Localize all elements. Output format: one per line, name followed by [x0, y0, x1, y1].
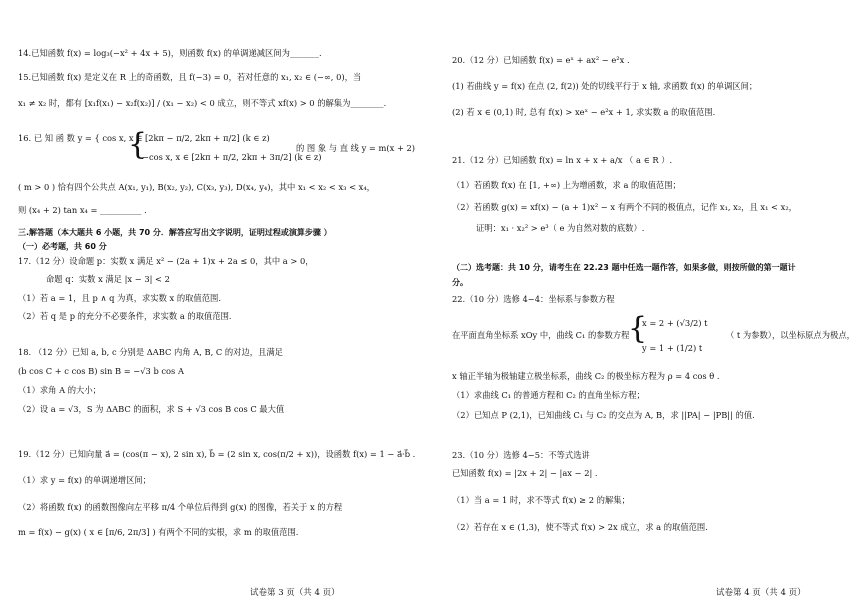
problem-17-line-1: 17.（12 分）设命题 p：实数 x 满足 x² − (2a + 1)x + 2a ≤ 0，其中 a > 0，: [18, 256, 314, 266]
problem-22-param-y: y = 1 + (1/2) t: [642, 343, 703, 353]
problem-22-title: 22.（10 分）选修 4−4：坐标系与参数方程: [452, 294, 615, 304]
problem-23-part-1: （1）当 a = 1 时，求不等式 f(x) ≥ 2 的解集；: [452, 495, 630, 505]
problem-19-part-2: （2）将函数 f(x) 的函数图像向左平移 π/4 个单位后得到 g(x) 的图像，若关于 x 的方程: [18, 502, 343, 512]
problem-22-line-2: x 轴正半轴为极轴建立极坐标系，曲线 C₂ 的极坐标方程为 ρ = 4 cos θ .: [452, 371, 720, 381]
section-required-heading: （一）必考题，共 60 分: [18, 242, 107, 251]
problem-16-line-2: −cos x, x ∈ [2kπ + π/2, 2kπ + 3π/2] (k ∈ z): [142, 152, 322, 162]
problem-17-part-1: （1）若 a = 1，且 p ∧ q 为真，求实数 x 的取值范围.: [18, 293, 221, 303]
problem-21-line-1: 21.（12 分）已知函数 f(x) = ln x + x + a/x （ a ∈ R ）.: [452, 155, 673, 165]
problem-19-part-2-cont: m = f(x) − g(x) ( x ∈ [π/6, 2π/3] ) 有两个不同的实根，求 m 的取值范围.: [18, 527, 299, 537]
problem-21-part-2: （2）若函数 g(x) = xf(x) − (a + 1)x² − x 有两个不同的极值点，记作 x₁, x₂，且 x₁ < x₂，: [452, 202, 797, 212]
problem-22-part-1: （1）求曲线 C₁ 的普通方程和 C₂ 的直角坐标方程；: [452, 390, 645, 400]
problem-22-line-1: 在平面直角坐标系 xOy 中，曲线 C₁ 的参数方程: [452, 330, 630, 340]
piecewise-brace: {: [128, 127, 148, 162]
right-page-footer: 试卷第 4 页（共 4 页）: [716, 588, 806, 598]
problem-18-line-2: (b cos C + c cos B) sin B = −√3 b cos A: [18, 366, 184, 376]
problem-23-title: 23.（10 分）选修 4−5：不等式选讲: [452, 450, 590, 460]
problem-18-line-1: 18. （12 分）已知 a, b, c 分别是 ΔABC 内角 A, B, C 的对边，且满足: [18, 347, 283, 357]
problem-17-line-2: 命题 q：实数 x 满足 |x − 3| < 2: [46, 274, 170, 284]
problem-19-line-1: 19.（12 分）已知向量 a⃗ = (cos(π − x), 2 sin x), b⃗ = (2 sin x, cos(π/2 + x))，设函数 f(x) = 1 − a⃗·b⃗ .: [18, 449, 416, 459]
problem-16-line-5: 则 (x₄ + 2) tan x₄ = __________ .: [18, 205, 147, 215]
problem-15-line-1: 15.已知函数 f(x) 是定义在 R 上的奇函数，且 f(−3) = 0，若对任意的 x₁, x₂ ∈ (−∞, 0)，当: [18, 72, 362, 82]
problem-16-line-1: 16. 已 知 函 数 y = { cos x, x ∈ [2kπ − π/2, 2kπ + π/2] (k ∈ z): [18, 133, 270, 143]
problem-14: 14.已知函数 f(x) = log₃(−x² + 4x + 5)，则函数 f(x) 的单调递减区间为_______.: [18, 48, 322, 58]
problem-22-part-2: （2）已知点 P (2,1)，已知曲线 C₁ 与 C₂ 的交点为 A, B，求 ||PA| − |PB|| 的值.: [452, 410, 755, 420]
problem-22-param-x: x = 2 + (√3/2) t: [642, 318, 708, 328]
problem-20-part-1: (1) 若曲线 y = f(x) 在点 (2, f(2)) 处的切线平行于 x 轴, 求函数 f(x) 的单调区间；: [452, 81, 758, 91]
problem-21-part-1: （1）若函数 f(x) 在 [1, +∞) 上为增函数，求 a 的取值范围；: [452, 180, 681, 190]
section-elective-heading: （二）选考题：共 10 分，请考生在 22.23 题中任选一题作答，如果多做，则按所做的第一题计: [452, 263, 796, 272]
section-3-heading: 三.解答题（本大题共 6 小题，共 70 分．解答应写出文字说明，证明过程或演算步骤 ）: [18, 228, 332, 237]
problem-20-line-1: 20.（12 分）已知函数 f(x) = eˣ + ax² − e²x .: [452, 55, 630, 65]
problem-18-part-1: （1）求角 A 的大小；: [18, 385, 101, 395]
problem-22-line-1-cont: （ t 为参数），以坐标原点为极点，: [726, 330, 855, 340]
problem-23-line-1: 已知函数 f(x) = |2x + 2| − |ax − 2| .: [452, 468, 598, 478]
problem-23-part-2: （2）若存在 x ∈ (1,3)，使不等式 f(x) > 2x 成立，求 a 的取值范围.: [452, 522, 708, 532]
problem-20-part-2: (2) 若 x ∈ (0,1) 时, 总有 f(x) > xeˣ − e²x + 1, 求实数 a 的取值范围.: [452, 107, 716, 117]
problem-21-proof: 证明：x₁ · x₂² > e³（ e 为自然对数的底数）.: [476, 223, 645, 233]
problem-19-part-1: （1）求 y = f(x) 的单调递增区间；: [18, 475, 151, 485]
problem-18-part-2: （2）设 a = √3，S 为 ΔABC 的面积，求 S + √3 cos B cos C 最大值: [18, 404, 285, 414]
problem-16-line-3: 的 图 象 与 直 线 y = m(x + 2): [296, 143, 416, 153]
parametric-brace: {: [628, 311, 648, 346]
problem-17-part-2: （2）若 q 是 p 的充分不必要条件，求实数 a 的取值范围.: [18, 311, 232, 321]
problem-16-line-4: ( m > 0 ) 恰有四个公共点 A(x₁, y₁), B(x₂, y₂), C(x₃, y₃), D(x₄, y₄)，其中 x₁ < x₂ < x₃ < x₄，: [18, 182, 375, 192]
section-elective-heading-cont: 分。: [452, 278, 468, 287]
left-page-footer: 试卷第 3 页（共 4 页）: [250, 588, 340, 598]
problem-15-line-2: x₁ ≠ x₂ 时，都有 [x₁f(x₁) − x₂f(x₂)] / (x₁ − x₂) < 0 成立，则不等式 xf(x) > 0 的解集为________.: [18, 98, 387, 108]
